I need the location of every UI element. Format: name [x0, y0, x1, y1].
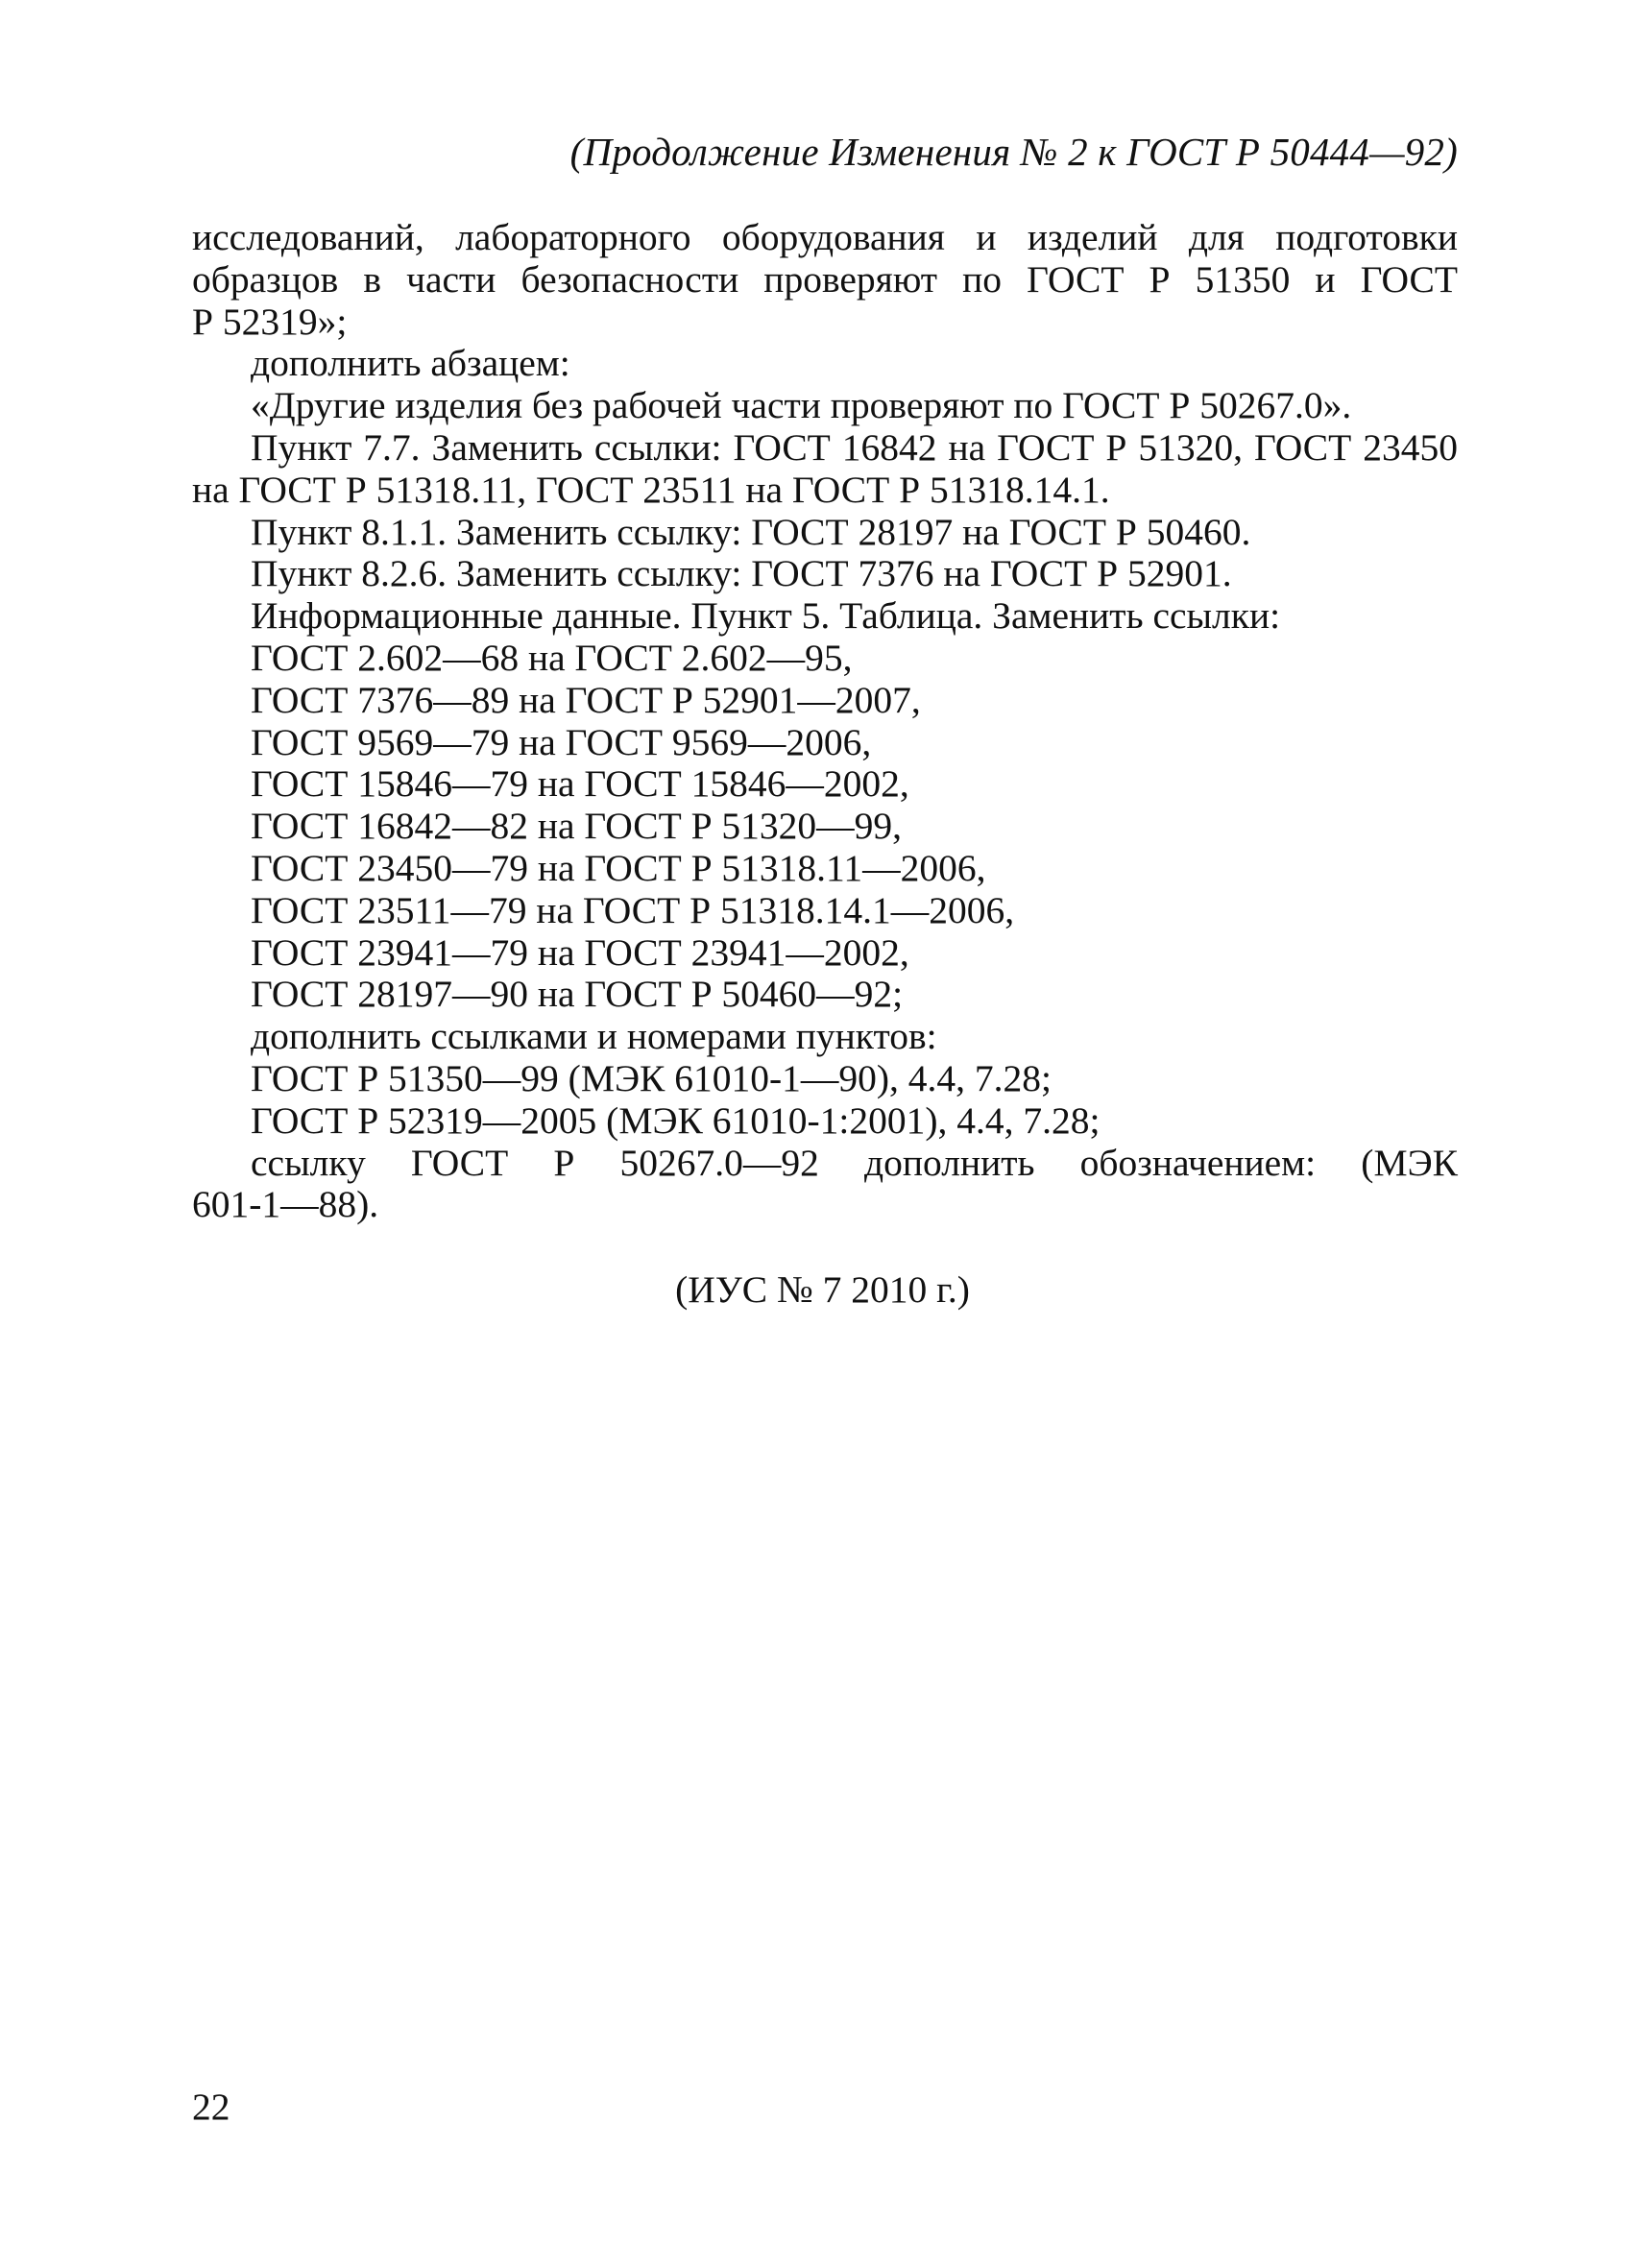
text-line: дополнить абзацем: — [251, 342, 570, 385]
text-line: «Другие изделия без рабочей части проверяют по ГОСТ Р 50267.0». — [251, 384, 1352, 427]
page-header-continuation: (Продолжение Изменения № 2 к ГОСТ Р 50444—92) — [569, 130, 1458, 174]
text-line: образцов в части безопасности проверяют по ГОСТ Р 51350 и ГОСТ — [192, 257, 1458, 301]
text-line: Пункт 7.7. Заменить ссылки: ГОСТ 16842 на ГОСТ Р 51320, ГОСТ 23450 — [251, 425, 1458, 469]
page-number: 22 — [192, 2086, 230, 2128]
reference-line: ГОСТ Р 52319—2005 (МЭК 61010-1:2001), 4.4, 7.28; — [251, 1098, 1101, 1142]
reference-line: ГОСТ 23511—79 на ГОСТ Р 51318.14.1—2006, — [251, 888, 1015, 931]
reference-line: ГОСТ 28197—90 на ГОСТ Р 50460—92; — [251, 973, 904, 1016]
text-line: Пункт 8.2.6. Заменить ссылку: ГОСТ 7376 на ГОСТ Р 52901. — [251, 552, 1232, 595]
text-line: Р 52319»; — [192, 300, 348, 343]
reference-line: ГОСТ 23450—79 на ГОСТ Р 51318.11—2006, — [251, 846, 986, 889]
text-line: 601-1—88). — [192, 1183, 379, 1226]
text-line: дополнить ссылками и номерами пунктов: — [251, 1015, 937, 1058]
text-line: исследований, лабораторного оборудования и изделий для подготовки — [192, 216, 1458, 258]
text-line: Пункт 8.1.1. Заменить ссылку: ГОСТ 28197 на ГОСТ Р 50460. — [251, 510, 1251, 553]
reference-line: ГОСТ 16842—82 на ГОСТ Р 51320—99, — [251, 805, 903, 848]
reference-line: ГОСТ 2.602—68 на ГОСТ 2.602—95, — [251, 636, 853, 679]
reference-line: ГОСТ 15846—79 на ГОСТ 15846—2002, — [251, 762, 909, 806]
text-line: ссылку ГОСТ Р 50267.0—92 дополнить обозначением: (МЭК — [251, 1141, 1458, 1184]
text-line: на ГОСТ Р 51318.11, ГОСТ 23511 на ГОСТ Р 51318.14.1. — [192, 468, 1110, 511]
ius-note: (ИУС № 7 2010 г.) — [675, 1268, 970, 1311]
amendment-text — [192, 217, 1458, 1226]
reference-line: ГОСТ 9569—79 на ГОСТ 9569—2006, — [251, 720, 872, 763]
text-line: Информационные данные. Пункт 5. Таблица. Заменить ссылки: — [251, 594, 1281, 638]
reference-line: ГОСТ 7376—89 на ГОСТ Р 52901—2007, — [251, 678, 921, 721]
reference-line: ГОСТ Р 51350—99 (МЭК 61010-1—90), 4.4, 7.28; — [251, 1056, 1052, 1099]
reference-line: ГОСТ 23941—79 на ГОСТ 23941—2002, — [251, 930, 909, 974]
